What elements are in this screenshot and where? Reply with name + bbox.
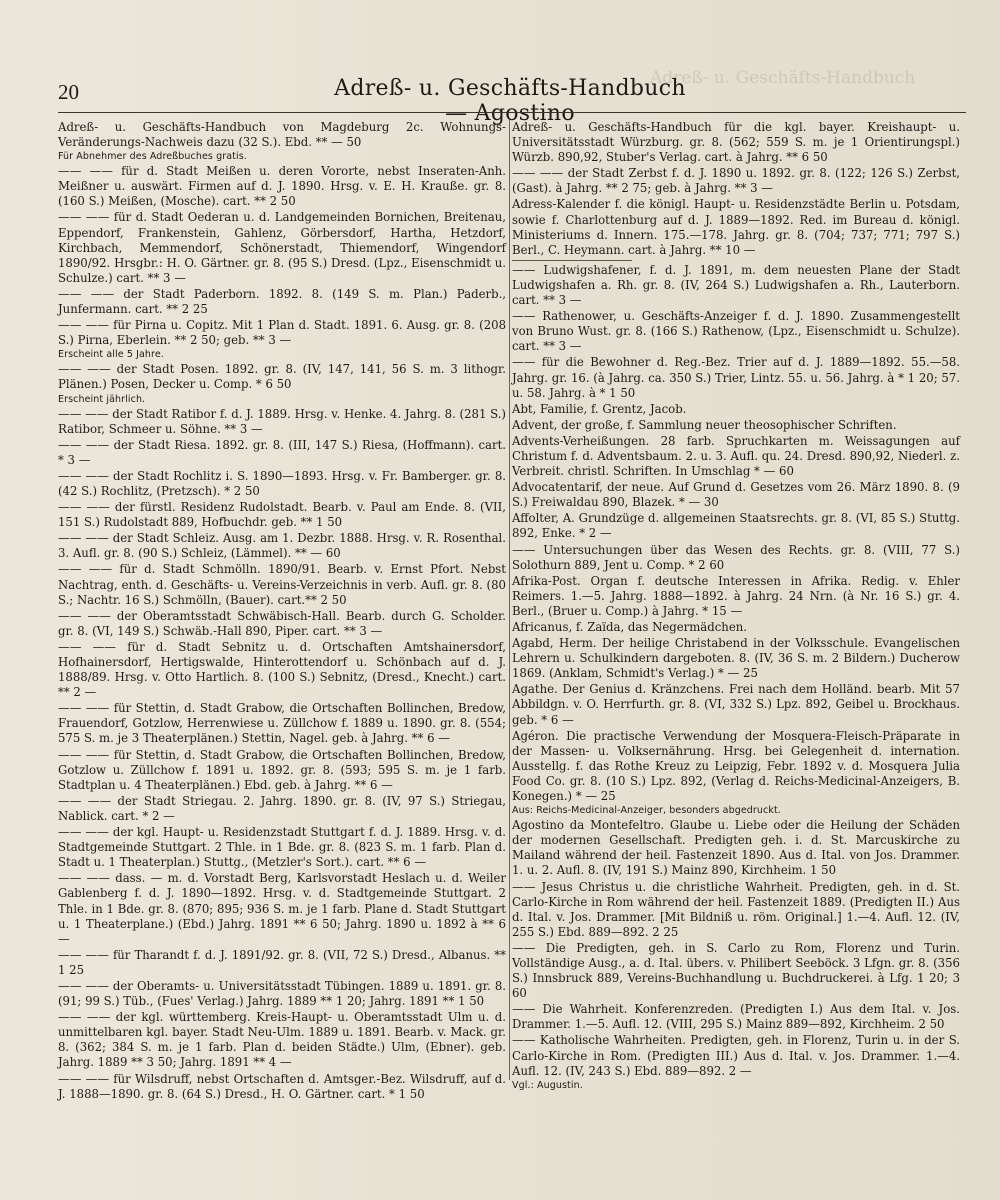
bibliography-entry: —— —— der Stadt Paderborn. 1892. 8. (149 S. m. Plan.) Paderb., Junfermann. cart. ** 2 25 [58,286,510,317]
bibliography-entry: Affolter, A. Grundzüge d. allgemeinen Staatsrechts. gr. 8. (VI, 85 S.) Stuttg. 892, Enke. * 2 — [512,511,964,541]
bibliography-entry: Agostino da Montefeltro. Glaube u. Liebe oder die Heilung der Schäden der modernen Gesellschaft. Predigten geh. i. d. St. Marcuskirche zu Mailand während der heil. Fastenzeit 1890. Aus d. Ital. von Jos. Drammer. 1. u. 2. Aufl. 8. (IV, 191 S.) Mainz 890, Kirchheim. 1 50 [512,818,964,878]
bleed-through-text: Adreß- u. Geschäfts-Handbuch [650,68,916,88]
bibliography-entry: —— Katholische Wahrheiten. Predigten, geh. in Florenz, Turin u. in der S. Carlo-Kirche in Rom. (Predigten III.) Aus d. Ital. v. Jos. Drammer. 1.—4. Aufl. 12. (IV, 243 S.) Ebd. 889—892. 2 — [512,1033,964,1078]
column-separator [512,260,632,261]
bibliography-entry: —— —— für Stettin, d. Stadt Grabow, die Ortschaften Bollinchen, Bredow, Frauendorf, Gotzlow, Herrenwiese u. Züllchow f. 1889 u. 1890. gr. 8. (554; 575 S. m. je 3 Theaterplänen.) Stettin, Nagel. geb. à Jahrg. ** 6 — [58,701,510,746]
entry-note: Erscheint jährlich. [58,393,146,405]
bibliography-entry: —— —— der Stadt Schleiz. Ausg. am 1. Dezbr. 1888. Hrsg. v. R. Rosenthal. 3. Aufl. gr. 8. (90 S.) Schleiz, (Lämmel). ** — 60 [58,531,510,561]
bibliography-entry: —— —— für Pirna u. Copitz. Mit 1 Plan d. Stadt. 1891. 6. Ausg. gr. 8. (208 S.) Pirna, Eberlein. ** 2 50; geb. ** 3 — [58,318,510,348]
bibliography-entry: —— —— für d. Stadt Schmölln. 1890/91. Bearb. v. Ernst Pfort. Nebst Nachtrag, enth. d. Geschäfts- u. Vereins-Verzeichnis in verb. Aufl. gr. 8. (80 S.; Nachtr. 16 S.) Schmölln, (Bauer). cart.** 2 50 [58,562,510,607]
bibliography-entry: —— Ludwigshafener, f. d. J. 1891, m. dem neuesten Plane der Stadt Ludwigshafen a. Rh. gr. 8. (IV, 264 S.) Ludwigshafen a. Rh., Lauterborn. cart. ** 3 — [512,262,964,308]
bibliography-entry: —— Jesus Christus u. die christliche Wahrheit. Predigten, geh. in d. St. Carlo-Kirche in Rom während der heil. Fastenzeit 1889. (Predigten II.) Aus d. Ital. v. Jos. Drammer. [Mit Bildniß u. röm. Original.] 1.—4. Aufl. 12. (IV, 255 S.) Ebd. 889—892. 2 25 [512,879,964,939]
bibliography-entry: —— —— dass. — m. d. Vorstadt Berg, Karlsvorstadt Heslach u. d. Weiler Gablenberg f. d. J. 1890—1892. Hrsg. v. d. Stadtgemeinde Stuttgart. 2 Thle. in 1 Bde. gr. 8. (870; 895; 936 S. m. je 1 farb. Plane d. Stadt Stuttgart u. 1 Theaterplane.) (Ebd.) Jahrg. 1891 ** 6 50; Jahrg. 1890 u. 1892 à ** 6 — [58,871,510,946]
bibliography-entry: Advocatentarif, der neue. Auf Grund d. Gesetzes vom 26. März 1890. 8. (9 S.) Freiwaldau 890, Blazek. * — 30 [512,480,964,510]
bibliography-entry: Adress-Kalender f. die königl. Haupt- u. Residenzstädte Berlin u. Potsdam, sowie f. Charlottenburg auf d. J. 1889—1892. Red. im Bureau d. königl. Ministeriums d. Innern. 175.—178. Jahrg. gr. 8. (704; 737; 771; 797 S.) Berl., C. Heymann. cart. à Jahrg. ** 10 — [512,197,964,257]
bibliography-entry: Agathe. Der Genius d. Kränzchens. Frei nach dem Holländ. bearb. Mit 57 Abbildgn. v. O. Herrfurth. gr. 8. (VI, 332 S.) Lpz. 892, Geibel u. Brockhaus. geb. * 6 — [512,682,964,727]
bibliography-entry: Advents-Verheißungen. 28 farb. Spruchkarten m. Weissagungen auf Christum f. d. Adventsbaum. 2. u. 3. Aufl. qu. 24. Dresd. 890,92, Niederl. z. Verbreit. christl. Schriften. In Umschlag * — 60 [512,433,964,479]
bibliography-entry: —— —— für Tharandt f. d. J. 1891/92. gr. 8. (VII, 72 S.) Dresd., Albanus. ** 1 25 [58,947,510,977]
bibliography-entry: —— —— der kgl. württemberg. Kreis-Haupt- u. Oberamtsstadt Ulm u. d. unmittelbaren kgl. bayer. Stadt Neu-Ulm. 1889 u. 1891. Bearb. v. Mack. gr. 8. (362; 384 S. m. je 1 farb. Plan d. beiden Städte.) Ulm, (Ebner). geb. Jahrg. 1889 ** 3 50; Jahrg. 1891 ** 4 — [58,1010,510,1070]
entry-note: Erscheint alle 5 Jahre. [58,349,164,361]
bibliography-entry: —— —— der Stadt Rochlitz i. S. 1890—1893. Hrsg. v. Fr. Bamberger. gr. 8. (42 S.) Rochlitz, (Pretzsch). * 2 50 [58,468,510,498]
bibliography-entry: Abt, Familie, f. Grentz, Jacob. [512,401,687,416]
column-divider [509,120,510,1080]
bibliography-entry: —— —— der Stadt Posen. 1892. gr. 8. (IV, 147, 141, 56 S. m. 3 lithogr. Plänen.) Posen, Decker u. Comp. * 6 50 [58,362,510,392]
bibliography-entry: —— —— der Stadt Ratibor f. d. J. 1889. Hrsg. v. Henke. 4. Jahrg. 8. (281 S.) Ratibor, Schmeer u. Söhne. ** 3 — [58,406,510,436]
bibliography-entry: —— —— der Stadt Riesa. 1892. gr. 8. (III, 147 S.) Riesa, (Hoffmann). cart. * 3 — [58,437,510,467]
right-column [512,120,964,1190]
bibliography-entry: —— —— für d. Stadt Oederan u. d. Landgemeinden Bornichen, Breitenau, Eppendorf, Frankenstein, Gahlenz, Görbersdorf, Hartha, Hetzdorf, Kirchbach, Memmendorf, Schönerstadt, Thiemendorf, Wingendorf 1890/92. Hrsgbr.: H. O. Gärtner. gr. 8. (95 S.) Dresd. (Lpz., Eisenschmidt u. Schulze.) cart. ** 3 — [58,210,510,285]
left-column [58,120,510,1190]
page-number: 20 [58,80,79,104]
bibliography-entry: Africanus, f. Zaïda, das Negermädchen. [512,620,747,634]
bibliography-entry: Afrika-Post. Organ f. deutsche Interessen in Afrika. Redig. v. Ehler Reimers. 1.—5. Jahrg. 1888—1892. à Jahrg. 24 Nrn. (à Nr. 16 S.) gr. 4. Berl., (Bruer u. Comp.) à Jahrg. * 15 — [512,573,964,618]
bibliography-entry: —— —— für d. Stadt Sebnitz u. d. Ortschaften Amtshainersdorf, Hofhainersdorf, Hertigswalde, Hinterottendorf u. Schönbach auf d. J. 1888/89. Hrsg. v. Otto Hartlich. 8. (100 S.) Sebnitz, (Dresd., Knecht.) cart. ** 2 — [58,639,510,700]
bibliography-entry: —— —— der Oberamts- u. Universitätsstadt Tübingen. 1889 u. 1891. gr. 8. (91; 99 S.) Tüb., (Fues' Verlag.) Jahrg. 1889 ** 1 20; Jahrg. 1891 ** 1 50 [58,978,510,1009]
bibliography-entry: —— für die Bewohner d. Reg.-Bez. Trier auf d. J. 1889—1892. 55.—58. Jahrg. gr. 16. (à Jahrg. ca. 350 S.) Trier, Lintz. 55. u. 56. Jahrg. à * 1 20; 57. u. 58. Jahrg. à * 1 50 [512,355,964,400]
bibliography-entry: Agéron. Die practische Verwendung der Mosquera-Fleisch-Präparate in der Massen- u. Volksernährung. Hrsg. bei Gelegenheit d. internation. Ausstellg. f. das Rothe Kreuz zu Leipzig, Febr. 1892 v. d. Mosquera Julia Food Co. gr. 8. (10 S.) Lpz. 892, (Verlag d. Reichs-Medicinal-Anzeigers, B. Konegen.) * — 25 [512,728,964,804]
bibliography-entry: Adreß- u. Geschäfts-Handbuch von Magdeburg 2c. Wohnungs-Veränderungs-Nachweis dazu (32 S.). Ebd. ** — 50 [58,120,506,150]
bibliography-entry: —— Die Wahrheit. Konferenzreden. (Predigten I.) Aus dem Ital. v. Jos. Drammer. 1.—5. Aufl. 12. (VIII, 295 S.) Mainz 889—892, Kirchheim. 2 50 [512,1002,964,1032]
bibliography-entry: —— —— für d. Stadt Meißen u. deren Vororte, nebst Inseraten-Anh. Meißner u. auswärt. Firmen auf d. J. 1890. Hrsg. v. E. H. Krauße. gr. 8. (160 S.) Meißen, (Mosche). cart. ** 2 50 [58,164,510,209]
bibliography-entry: —— —— der kgl. Haupt- u. Residenzstadt Stuttgart f. d. J. 1889. Hrsg. v. d. Stadtgemeinde Stuttgart. 2 Thle. in 1 Bde. gr. 8. (823 S. m. 1 farb. Plan d. Stadt u. 1 Theaterplan.) Stuttg., (Metzler's Sort.). cart. ** 6 — [58,825,510,870]
bibliography-entry: Adreß- u. Geschäfts-Handbuch für die kgl. bayer. Kreishaupt- u. Universitätsstadt Würzburg. gr. 8. (562; 559 S. m. je 1 Orientirungspl.) Würzb. 890,92, Stuber's Verlag. cart. à Jahrg. ** 6 50 [512,120,964,165]
bibliography-entry: —— Die Predigten, geh. in S. Carlo zu Rom, Florenz und Turin. Vollständige Ausg., a. d. Ital. übers. v. Philibert Seeböck. 3 Lfgn. gr. 8. (356 S.) Innsbruck 889, Vereins-Buchhandlung u. Buchdruckerei. à Lfg. 1 20; 3 60 [512,940,964,1001]
entry-note: Für Abnehmer des Adreßbuches gratis. [58,151,247,163]
bibliography-entry: —— Untersuchungen über das Wesen des Rechts. gr. 8. (VIII, 77 S.) Solothurn 889, Jent u. Comp. * 2 60 [512,542,964,572]
bibliography-entry: —— —— der Stadt Striegau. 2. Jahrg. 1890. gr. 8. (IV, 97 S.) Striegau, Nablick. cart. * 2 — [58,793,510,823]
bibliography-entry: —— —— für Stettin, d. Stadt Grabow, die Ortschaften Bollinchen, Bredow, Gotzlow u. Züllchow f. 1891 u. 1892. gr. 8. (593; 595 S. m. je 1 farb. Stadtplan u. 4 Theaterplänen.) Ebd. geb. à Jahrg. ** 6 — [58,747,510,792]
running-header: Adreß- u. Geschäfts-Handbuch — Agostino [334,76,686,126]
bibliography-entry: —— —— für Wilsdruff, nebst Ortschaften d. Amtsger.-Bez. Wilsdruff, auf d. J. 1888—1890. gr. 8. (64 S.) Dresd., H. O. Gärtner. cart. * 1 50 [58,1071,510,1101]
bibliography-entry: —— —— der Stadt Zerbst f. d. J. 1890 u. 1892. gr. 8. (122; 126 S.) Zerbst, (Gast). à Jahrg. ** 2 75; geb. à Jahrg. ** 3 — [512,166,964,196]
bibliography-entry: —— —— der fürstl. Residenz Rudolstadt. Bearb. v. Paul am Ende. 8. (VII, 151 S.) Rudolstadt 889, Hofbuchdr. geb. ** 1 50 [58,500,510,530]
entry-note: Vgl.: Augustin. [512,1079,583,1091]
header-rule [58,112,966,113]
bibliography-entry: —— —— der Oberamtsstadt Schwäbisch-Hall. Bearb. durch G. Scholder. gr. 8. (VI, 149 S.) Schwäb.-Hall 890, Piper. cart. ** 3 — [58,608,510,638]
bibliography-entry: Advent, der große, f. Sammlung neuer theosophischer Schriften. [512,417,897,432]
entry-note: Aus: Reichs-Medicinal-Anzeiger, besonders abgedruckt. [512,805,781,817]
bibliography-entry: Agabd, Herm. Der heilige Christabend in der Volksschule. Evangelischen Lehrern u. Schulkindern dargeboten. 8. (IV, 36 S. m. 2 Bildern.) Ducherow 1869. (Anklam, Schmidt's Verlag.) * — 25 [512,636,964,681]
bibliography-entry: —— Rathenower, u. Geschäfts-Anzeiger f. d. J. 1890. Zusammengestellt von Bruno Wust. gr. 8. (166 S.) Rathenow, (Lpz., Eisenschmidt u. Schulze). cart. ** 3 — [512,309,964,354]
